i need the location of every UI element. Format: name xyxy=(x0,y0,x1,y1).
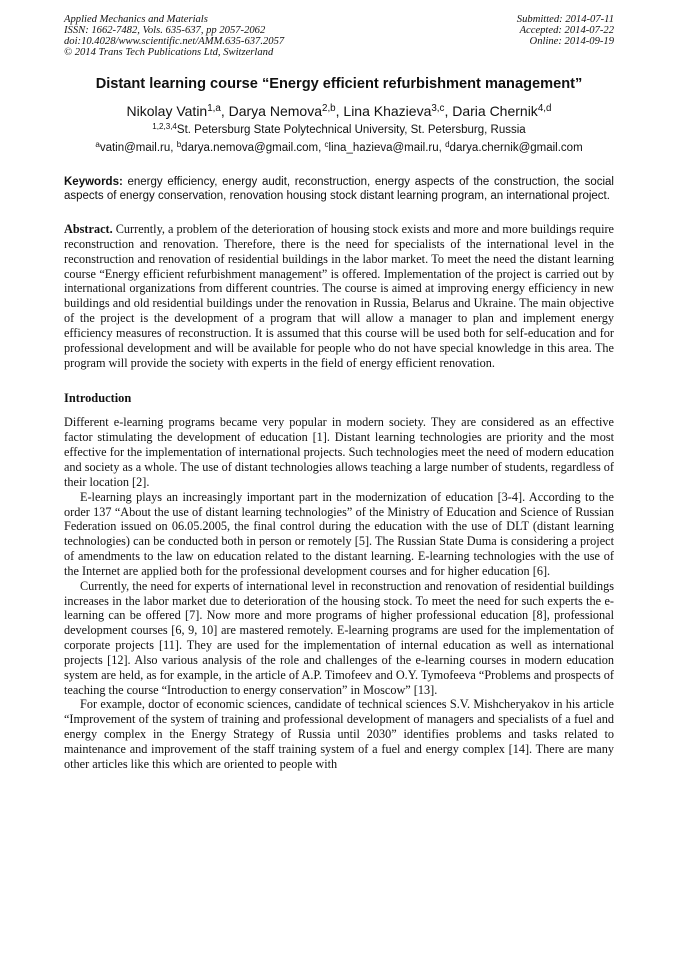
author: Daria Chernik$^{4,d}$ xyxy=(452,103,552,119)
author: Darya Nemova$^{2,b}$, xyxy=(228,103,344,119)
author: Nikolay Vatin$^{1,a}$, xyxy=(126,103,229,119)
keywords-text: energy efficiency, energy audit, reconstruction, energy aspects of the construction, the social aspects of energy conservation, renovation housing stock distant learning program, an international project. xyxy=(64,176,614,202)
abstract xyxy=(64,222,614,370)
author-list xyxy=(64,103,614,119)
paper-title: Distant learning course “Energy efficient refurbishment management” xyxy=(95,76,583,92)
email: $^b$darya.nemova@gmail.com, xyxy=(176,139,325,154)
publication-dates xyxy=(517,14,614,58)
paragraph: Different e-learning programs became very popular in modern society. They are considered as an effective factor stimulating the development of education [1]. Distant learning technologies are priority and the most effective for the implementation of international projects. Such technologies meet the need of modern education and society as a whole. The use of distant technologies allows teaching a large number of students, regardless of their location [2]. xyxy=(64,415,614,489)
affiliation: $^{1,2,3,4}$St. Petersburg State Polytechnical University, St. Petersburg, Russia xyxy=(152,121,526,136)
online-date: Online: 2014-09-19 xyxy=(529,36,614,47)
publication-info xyxy=(64,14,284,58)
email-list xyxy=(64,139,614,154)
section-heading: Introduction xyxy=(64,391,132,406)
keywords-label: Keywords: xyxy=(64,176,123,188)
paragraph: Currently, the need for experts of international level in reconstruction and renovation of residential buildings increases in the labor market due to deterioration of the housing stock. To meet the need for such experts the e-learning can be offered [7]. Now more and more programs of higher professional education [8], professional development courses [6, 9, 10] are mastered remotely. E-learning programs are used for the implementation of corporate projects [11]. They are used for the implementation of internal education as well as international projects [12]. Also various analysis of the role and challenges of the e-learning courses in modern education system are held, as for example, in the article of A.P. Timofeev and O.Y. Tymofeeva “Problems and prospects of teaching the course “Introduction to energy conservation” in Moscow” [13]. xyxy=(64,578,614,697)
doi-line: doi:10.4028/www.scientific.net/AMM.635-637.2057 xyxy=(64,36,285,47)
paragraph: For example, doctor of economic sciences, candidate of technical sciences S.V. Mishcheryakov in his article “Improvement of the system of training and professional development of managers and specialists of a fuel and energy complex in the Energy Strategy of Russia until 2030” identifies problems and tasks related to maintenance and improvement of the staff training system of a fuel and energy complex [14]. There are many other articles like this which are oriented to people with xyxy=(64,697,614,771)
paper-page xyxy=(64,14,614,772)
abstract-text: Currently, a problem of the deterioration of housing stock exists and more and more buildings require reconstruction and renovation. Therefore, there is the need for specialists of the international level in the reconstruction and renovation of residential buildings in the labor market. To meet the need the distant learning course “Energy efficient refurbishment management” is offered. Implementation of the project is carried out by international organizations from different countries. The course is aimed at improving energy efficiency in new buildings and old residential buildings under the renovation in Russia, Belarus and Ukraine. The main objective of the project is the development of a program that will allow a manager to plan and implement energy efficiency measures of reconstruction. It is assumed that this course will be used both for self-education and for professional development and will be available for people who do not have special knowledge in this area. The program will provide the society with experts in the field of energy efficient renovation. xyxy=(64,222,614,370)
keywords xyxy=(64,175,614,203)
paragraph: E-learning plays an increasingly important part in the modernization of education [3-4]. According to the order 137 “About the use of distant learning technologies” of the Ministry of Education and Science of Russian Federation issued on 06.05.2005, the final control during the education with the use of DLT (distant learning technologies) can be conducted both in person or remotely [5]. The Russian State Duma is considering a project of amendments to the law on education related to the distant learning. E-learning technologies with the use of the Internet are applied both for the professional development courses and for higher education [6]. xyxy=(64,489,614,578)
journal-name: Applied Mechanics and Materials xyxy=(64,14,208,25)
abstract-label: Abstract. xyxy=(64,222,113,236)
issn-line: ISSN: 1662-7482, Vols. 635-637, pp 2057-2062 xyxy=(64,25,266,36)
email: $^a$vatin@mail.ru, xyxy=(95,139,177,154)
author: Lina Khazieva$^{3,c}$, xyxy=(343,103,453,119)
journal-header xyxy=(64,14,614,58)
submitted-date: Submitted: 2014-07-11 xyxy=(516,14,614,25)
copyright-line: © 2014 Trans Tech Publications Ltd, Switzerland xyxy=(64,47,274,58)
email: $^d$darya.chernik@gmail.com xyxy=(445,139,583,154)
accepted-date: Accepted: 2014-07-22 xyxy=(519,25,614,36)
email: $^c$lina_hazieva@mail.ru, xyxy=(324,139,446,154)
